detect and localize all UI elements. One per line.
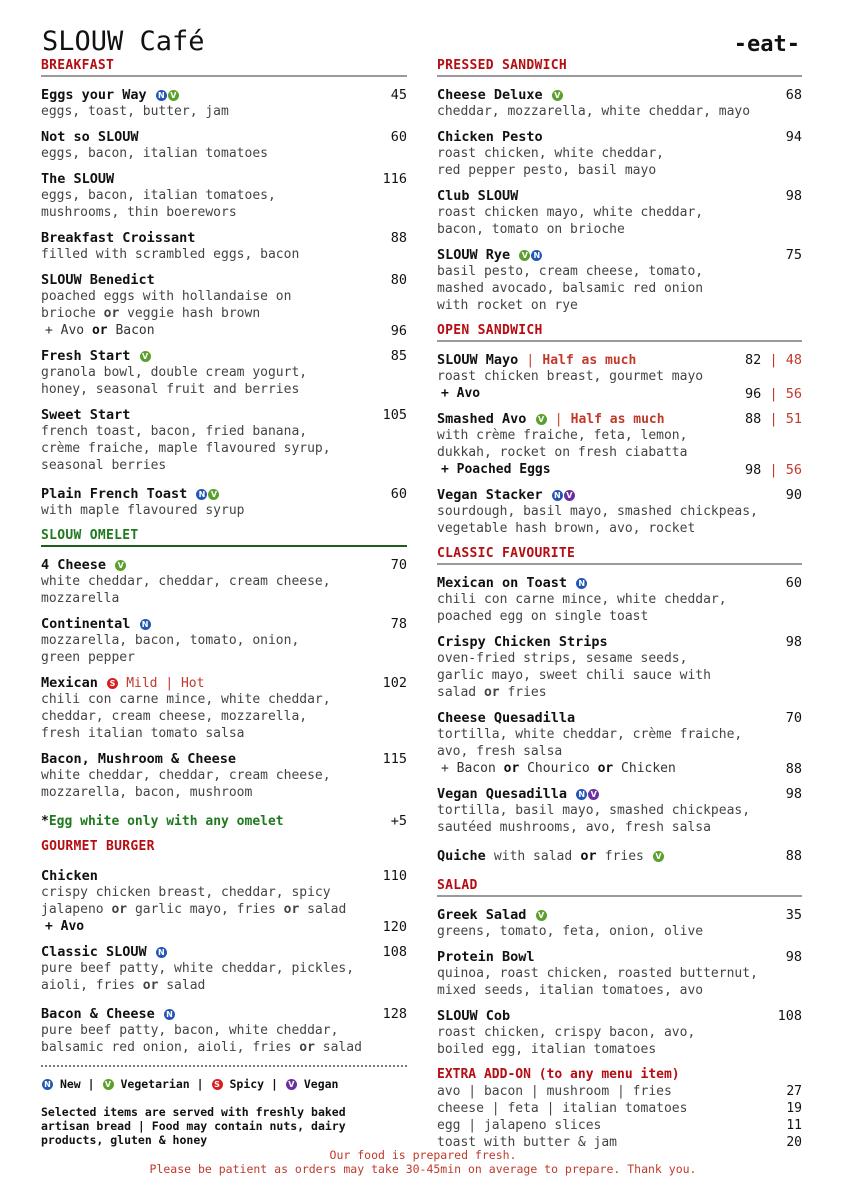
item-name: Bacon, Mushroom & Cheese xyxy=(41,751,237,767)
item-price: 68 xyxy=(785,87,802,103)
item-name: The SLOUW xyxy=(41,171,115,187)
menu-item xyxy=(437,487,802,537)
menu-item xyxy=(41,616,407,666)
item-description: pure beef patty, white cheddar, pickles, aioli, fries or salad xyxy=(41,961,355,993)
menu-item: Smashed Avo V | Half as much 88 | 51 with crème fraiche, feta, lemon, dukkah, rocket on fresh ciabatta + Poached Eggs 98 | 56 xyxy=(437,411,802,478)
item-price: 78 xyxy=(390,616,407,632)
item-description: granola bowl, double cream yogurt, honey, seasonal fruit and berries xyxy=(41,365,308,397)
menu-item xyxy=(41,87,407,120)
menu-item xyxy=(41,675,407,742)
addon-row: avo | bacon | mushroom | fries 27 xyxy=(437,1084,802,1099)
extra-addon-section xyxy=(437,1067,802,1151)
half-price: 48 xyxy=(785,352,802,368)
item-description: white cheddar, cheddar, cream cheese, mozzarella, bacon, mushroom xyxy=(41,768,331,800)
new-icon: N xyxy=(156,947,167,958)
item-description: crispy chicken breast, cheddar, spicy jalapeno or garlic mayo, fries or salad xyxy=(41,885,347,917)
item-description: roast chicken, white cheddar, red pepper pesto, basil mayo xyxy=(437,146,664,178)
item-name: Crispy Chicken Strips xyxy=(437,634,608,650)
omelet-section xyxy=(41,528,407,829)
item-description: with maple flavoured syrup xyxy=(41,503,245,518)
section-title: EXTRA ADD-ON (to any menu item) xyxy=(437,1067,680,1082)
menu-item xyxy=(41,348,407,398)
menu-item xyxy=(41,868,407,935)
item-price: 98 xyxy=(785,949,802,965)
section-title: GOURMET BURGER xyxy=(41,839,407,858)
note-price: +5 xyxy=(390,813,407,829)
menu-item xyxy=(437,129,802,179)
item-name: Greek Salad xyxy=(437,907,527,923)
vegetarian-icon: V xyxy=(552,90,563,101)
menu-item xyxy=(41,171,407,221)
spice-level: Mild | Hot xyxy=(126,676,205,691)
menu-item xyxy=(41,944,407,994)
menu-item xyxy=(437,907,802,940)
vegetarian-icon: V xyxy=(536,910,547,921)
menu-item xyxy=(41,486,407,519)
item-description: pure beef patty, bacon, white cheddar, balsamic red onion, aioli, fries or salad xyxy=(41,1023,362,1055)
item-name: Plain French Toast xyxy=(41,486,188,502)
item-price: 105 xyxy=(382,407,407,423)
item-description: poached eggs with hollandaise on brioche or veggie hash brown xyxy=(41,289,292,321)
vegetarian-icon: V xyxy=(140,351,151,362)
item-name: Vegan Stacker xyxy=(437,487,543,503)
item-description: filled with scrambled eggs, bacon xyxy=(41,247,300,262)
item-price: 116 xyxy=(382,171,407,187)
section-title: SLOUW OMELET xyxy=(41,528,407,547)
new-icon: N xyxy=(531,250,542,261)
item-price: 45 xyxy=(390,87,407,103)
item-price: 128 xyxy=(382,1006,407,1022)
new-icon: N xyxy=(42,1079,53,1090)
addon-row: cheese | feta | italian tomatoes 19 xyxy=(437,1101,802,1116)
item-description: chili con carne mince, white cheddar, poached egg on single toast xyxy=(437,592,727,624)
item-price: 90 xyxy=(785,487,802,503)
menu-item xyxy=(437,786,802,836)
item-name: Cheese Quesadilla xyxy=(437,710,576,726)
vegetarian-icon: V xyxy=(103,1079,114,1090)
half-price: 51 xyxy=(785,411,802,427)
burger-section xyxy=(41,839,407,1056)
new-icon: N xyxy=(140,619,151,630)
item-description: eggs, bacon, italian tomatoes xyxy=(41,146,268,161)
item-price: 60 xyxy=(390,486,407,502)
legend-divider xyxy=(41,1065,407,1067)
item-price: 60 xyxy=(390,129,407,145)
item-name: SLOUW Rye xyxy=(437,247,511,263)
spicy-icon: S xyxy=(212,1079,223,1090)
section-title: SALAD xyxy=(437,878,802,897)
item-price: 110 xyxy=(382,868,407,884)
footer-note: Our food is prepared fresh. Please be patient as orders may take 30-45min on average to prepare. Thank you. xyxy=(149,1148,697,1176)
allergen-note: Selected items are served with freshly baked artisan bread | Food may contain nuts, dairy products, gluten & honey xyxy=(41,1105,346,1147)
item-name: Eggs your Way xyxy=(41,87,147,103)
right-column xyxy=(437,58,802,1151)
item-description: roast chicken breast, gourmet mayo xyxy=(437,369,704,384)
menu-item: Quiche with salad or fries V 88 xyxy=(437,848,802,864)
item-price: 102 xyxy=(382,675,407,691)
item-price: 94 xyxy=(785,129,802,145)
item-price: 108 xyxy=(777,1008,802,1024)
item-description: oven-fried strips, sesame seeds, garlic mayo, sweet chili sauce with salad or fries xyxy=(437,651,711,700)
item-name: Chicken xyxy=(41,868,98,884)
item-price: 85 xyxy=(390,348,407,364)
item-name: Vegan Quesadilla xyxy=(437,786,568,802)
item-name: Fresh Start xyxy=(41,348,131,364)
menu-item xyxy=(41,751,407,801)
half-portion-label: Half as much xyxy=(542,353,637,368)
item-price: 98 xyxy=(785,188,802,204)
item-name: Chicken Pesto xyxy=(437,129,543,145)
item-name: Smashed Avo xyxy=(437,411,527,427)
item-description: basil pesto, cream cheese, tomato, mashed avocado, balsamic red onion with rocket on rye xyxy=(437,264,704,313)
item-name: Classic SLOUW xyxy=(41,944,147,960)
vegetarian-icon: V xyxy=(653,851,664,862)
item-addon: + Avo or Bacon 96 xyxy=(45,323,407,339)
item-price: 108 xyxy=(382,944,407,960)
item-description: eggs, toast, butter, jam xyxy=(41,104,229,119)
menu-item xyxy=(41,407,407,474)
item-description: sourdough, basil mayo, smashed chickpeas, vegetable hash brown, avo, rocket xyxy=(437,504,758,536)
item-description: cheddar, mozzarella, white cheddar, mayo xyxy=(437,104,751,119)
item-price: 82 | 48 xyxy=(745,352,802,368)
item-addon: + Poached Eggs 98 | 56 xyxy=(441,462,802,478)
section-title: PRESSED SANDWICH xyxy=(437,58,802,77)
vegetarian-icon: V xyxy=(115,560,126,571)
salad-section xyxy=(437,878,802,1058)
menu-item: SLOUW Mayo | Half as much 82 | 48 roast chicken breast, gourmet mayo + Avo 96 | 56 xyxy=(437,352,802,402)
item-description: tortilla, basil mayo, smashed chickpeas, sautéed mushrooms, avo, fresh salsa xyxy=(437,803,751,835)
vegetarian-icon: V xyxy=(519,250,530,261)
vegan-icon: V xyxy=(286,1079,297,1090)
pressed-sandwich-section xyxy=(437,58,802,314)
menu-item xyxy=(437,188,802,238)
vegetarian-icon: V xyxy=(208,489,219,500)
item-price: 70 xyxy=(390,557,407,573)
addon-price: 88 xyxy=(785,761,802,777)
section-title: CLASSIC FAVOURITE xyxy=(437,546,802,565)
new-icon: N xyxy=(156,90,167,101)
item-name: Sweet Start xyxy=(41,407,131,423)
item-description: white cheddar, cheddar, cream cheese, mozzarella xyxy=(41,574,331,606)
item-price: 80 xyxy=(390,272,407,288)
half-portion-label: Half as much xyxy=(570,412,665,427)
menu-item xyxy=(437,575,802,625)
addon-price: 96 xyxy=(390,323,407,339)
spicy-icon: S xyxy=(107,678,118,689)
vegetarian-icon: V xyxy=(536,414,547,425)
item-price: 115 xyxy=(382,751,407,767)
item-price: 60 xyxy=(785,575,802,591)
item-description: tortilla, white cheddar, crème fraiche, avo, fresh salsa xyxy=(437,727,743,759)
item-name: Bacon & Cheese xyxy=(41,1006,155,1022)
section-title: BREAKFAST xyxy=(41,58,407,77)
breakfast-section xyxy=(41,58,407,519)
item-description: roast chicken mayo, white cheddar, bacon, tomato on brioche xyxy=(437,205,704,237)
open-sandwich-section xyxy=(437,323,802,537)
item-description: greens, tomato, feta, onion, olive xyxy=(437,924,704,939)
item-name: Protein Bowl xyxy=(437,949,535,965)
menu-item xyxy=(41,272,407,339)
item-addon: + Bacon or Chourico or Chicken 88 xyxy=(441,761,802,777)
item-name: SLOUW Mayo xyxy=(437,352,519,368)
item-name: SLOUW Cob xyxy=(437,1008,511,1024)
item-description: quinoa, roast chicken, roasted butternut, mixed seeds, italian tomatoes, avo xyxy=(437,966,758,998)
item-name: 4 Cheese xyxy=(41,557,107,573)
new-icon: N xyxy=(196,489,207,500)
menu-item xyxy=(437,1008,802,1058)
vegetarian-icon: V xyxy=(168,90,179,101)
new-icon: N xyxy=(164,1009,175,1020)
item-name: Club SLOUW xyxy=(437,188,519,204)
item-price: 35 xyxy=(785,907,802,923)
item-addon: + Avo 120 xyxy=(45,919,407,935)
new-icon: N xyxy=(552,490,563,501)
item-price: 98 xyxy=(785,634,802,650)
menu-item xyxy=(41,1006,407,1056)
item-description: roast chicken, crispy bacon, avo, boiled egg, italian tomatoes xyxy=(437,1025,696,1057)
menu-item xyxy=(437,710,802,777)
menu-item xyxy=(41,129,407,162)
item-name: Mexican xyxy=(41,675,98,691)
classic-favourite-section xyxy=(437,546,802,864)
section-title: OPEN SANDWICH xyxy=(437,323,802,342)
item-price: 88 xyxy=(785,848,802,864)
item-name: Breakfast Croissant xyxy=(41,230,196,246)
item-name: SLOUW Benedict xyxy=(41,272,155,288)
menu-item xyxy=(437,949,802,999)
menu-item xyxy=(437,247,802,314)
menu-item xyxy=(437,87,802,120)
left-column xyxy=(41,58,407,1147)
item-description: mozzarella, bacon, tomato, onion, green pepper xyxy=(41,633,300,665)
item-name: Quiche xyxy=(437,848,486,864)
vegan-icon: V xyxy=(588,789,599,800)
item-price: 98 xyxy=(785,786,802,802)
item-addon: + Avo 96 | 56 xyxy=(441,386,802,402)
item-description: with crème fraiche, feta, lemon, dukkah, rocket on fresh ciabatta xyxy=(437,428,688,460)
item-name: Continental xyxy=(41,616,131,632)
item-description: chili con carne mince, white cheddar, cheddar, cream cheese, mozzarella, fresh italian tomato salsa xyxy=(41,692,331,741)
item-name: Mexican on Toast xyxy=(437,575,568,591)
omelet-note: *Egg white only with any omelet +5 xyxy=(41,813,407,829)
item-name: Cheese Deluxe xyxy=(437,87,543,103)
addon-row: egg | jalapeno slices 11 xyxy=(437,1118,802,1133)
menu-item xyxy=(41,557,407,607)
item-description: eggs, bacon, italian tomatoes, mushrooms, thin boerewors xyxy=(41,188,276,220)
menu-item xyxy=(437,634,802,701)
dietary-legend: N New | V Vegetarian | S Spicy | V Vegan xyxy=(41,1077,407,1091)
item-price: 70 xyxy=(785,710,802,726)
addon-price: 120 xyxy=(382,919,407,935)
item-price: 88 xyxy=(390,230,407,246)
item-price: 88 | 51 xyxy=(745,411,802,427)
menu-tagline: -eat- xyxy=(733,32,800,57)
item-name: Not so SLOUW xyxy=(41,129,139,145)
new-icon: N xyxy=(576,789,587,800)
addon-row: toast with butter & jam 20 xyxy=(437,1135,802,1150)
item-description: french toast, bacon, fried banana, crème fraiche, maple flavoured syrup, seasonal berries xyxy=(41,424,331,473)
vegan-icon: V xyxy=(564,490,575,501)
item-price: 75 xyxy=(785,247,802,263)
cafe-title: SLOUW Café xyxy=(42,26,205,57)
menu-item xyxy=(41,230,407,263)
new-icon: N xyxy=(576,578,587,589)
